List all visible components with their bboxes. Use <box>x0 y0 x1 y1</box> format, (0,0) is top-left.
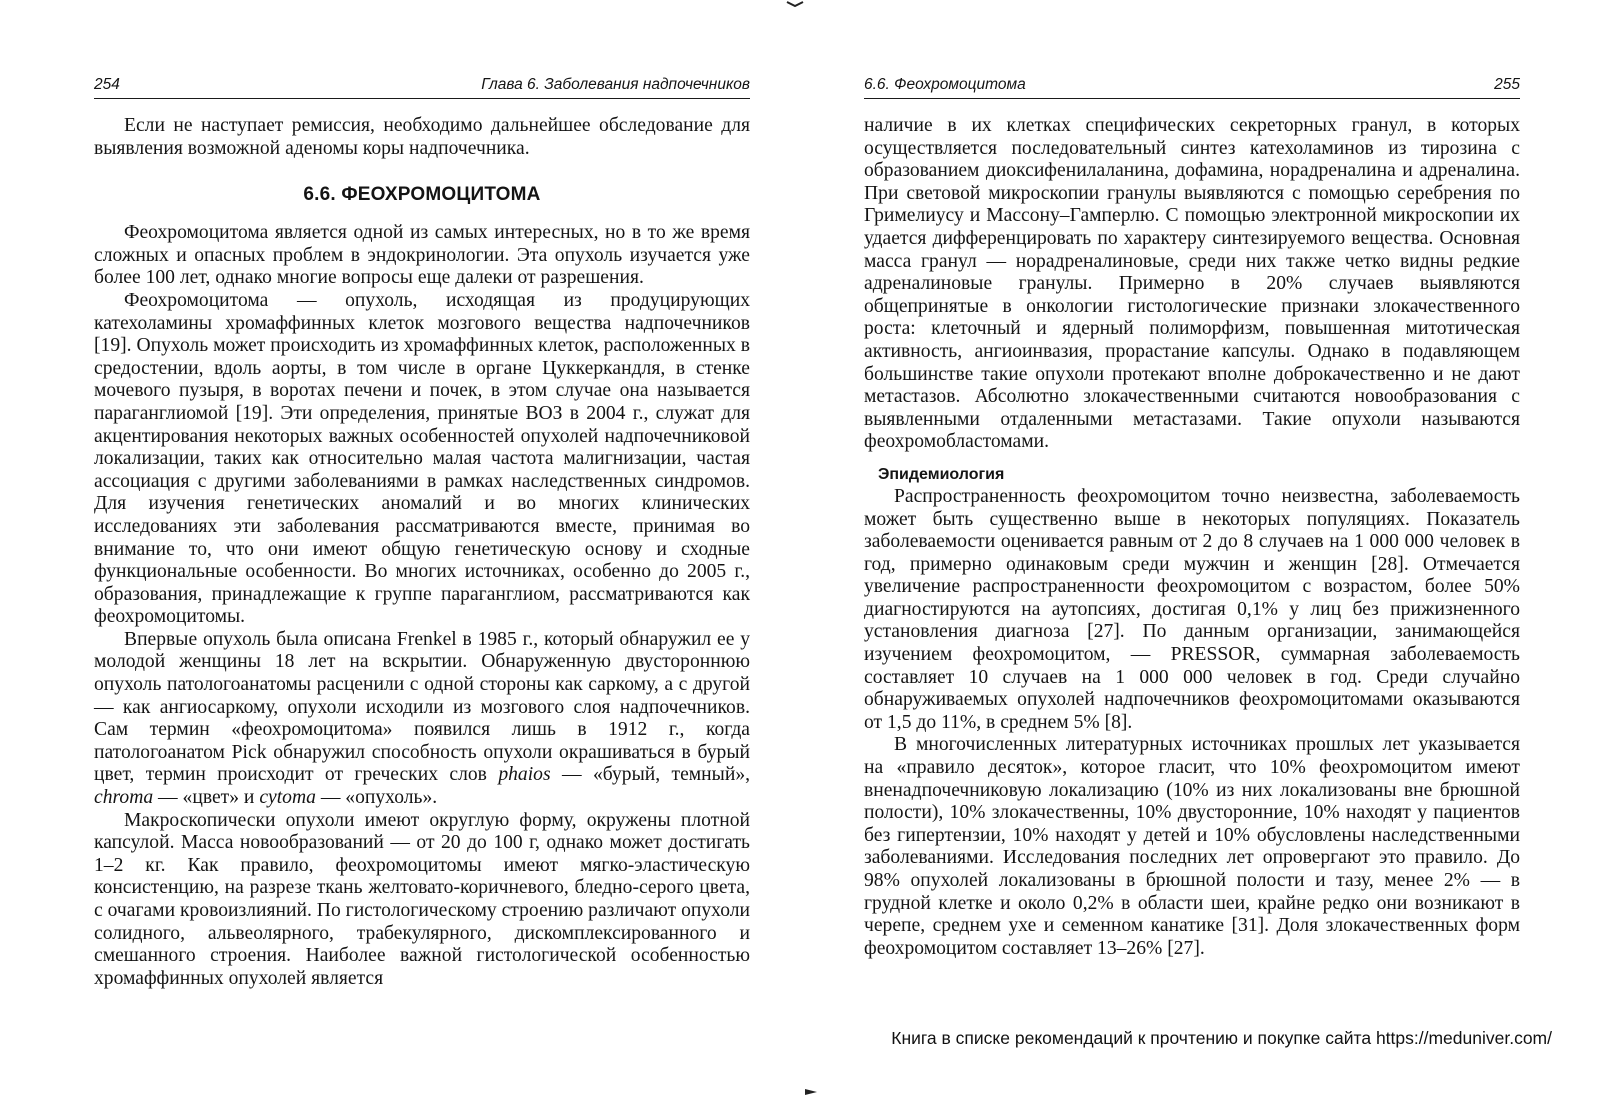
right-page-number: 255 <box>1494 76 1520 93</box>
paragraph-remission: Если не наступает ремиссия, необходимо дальнейшее обследование для выявления возможной аденомы коры надпочечника. <box>94 115 750 159</box>
gloss-cytoma: — «опухоль». <box>320 787 438 809</box>
paragraph-rule-of-tens: В многочисленных литературных источниках прошлых лет указывается на «правило десяток», которое гласит, что 10% феохромоцитом имеют вненадпочечниковую локализацию (10% из них локализованы вне брюшной полости), 10% злокачественны, 10% двусторонние, 10% находят у пациентов без гипертензии, 10% находят у детей и 10% обусловлены наследственными заболеваниями. Исследования последних лет опровергают это правило. До 98% опухолей локализованы в брюшной полости и тазу, менее 2% — в грудной клетке и около 0,2% в области шеи, крайне редко они возникают в черепе, среднем ухе и семенном канатике [31]. Доля злокачественных форм феохромоцитом составляет 13–26% [27]. <box>864 734 1520 959</box>
right-page <box>864 72 1520 1082</box>
subheading-epidemiology: Эпидемиология <box>878 465 1005 483</box>
term-chroma: chroma <box>94 787 154 809</box>
paragraph-macroscopy: Макроскопически опухоли имеют округлую форму, окружены плотной капсулой. Масса новообразований — от 20 до 100 г, однако может достигать 1–2 кг. Как правило, феохромоцитомы имеют мягко-эластическую консистенцию, на разрезе ткань желтовато-коричневого, бледно-серого цвета, с очагами кровоизлияний. По гистологическому строению различают опухоли солидного, альвеолярного, трабекулярного, дискомплексированного и смешанного строения. Наиболее важной гистологической особенностью хромаффинных опухолей является <box>94 809 750 989</box>
gloss-chroma: — «цвет» и <box>158 787 255 809</box>
footer-note: Книга в списке рекомендаций к прочтению и покупке сайта https://meduniver.com/ <box>891 1028 1552 1048</box>
section-title: 6.6. ФЕОХРОМОЦИТОМА <box>303 184 541 206</box>
right-section-title: 6.6. Феохромоцитома <box>864 76 1026 93</box>
paragraph-epidemiology: Распространенность феохромоцитом точно неизвестна, заболеваемость может быть существенно выше в некоторых популяциях. Показатель заболеваемости оценивается равным от 2 до 8 случаев на 1 000 000 человек в год, примерно одинаковым среди мужчин и женщин [28]. Отмечается увеличение распространенности феохромоцитом с возрастом, более 50% диагностируются на аутопсиях, достигая 0,1% у лиц без прижизненного установления диагноза [27]. По данным организации, занимающейся изучением феохромоцитом, — PRESSOR, суммарная заболеваемость составляет 10 случаев на 1 000 000 человек в год. Среди случайно обнаруживаемых опухолей надпочечников феохромоцитомами оказываются от 1,5 до 11%, в среднем 5% [8]. <box>864 485 1520 733</box>
left-chapter-title: Глава 6. Заболевания надпочечников <box>481 76 750 93</box>
left-page-body <box>94 115 750 990</box>
fold-mark-bottom <box>804 1088 818 1096</box>
right-page-body <box>864 115 1520 960</box>
history-text: Впервые опухоль была описана Frenkel в 1985 г., который обнаружил ее у молодой женщины 18 лет на вскрытии. Обнаруженную двустороннюю опухоль патологоанатомы расценили с одной стороны как саркому, а с другой — как ангиосаркому, опухоли исходили из мозгового слоя надпочечников. Сам термин «феохромоцитома» появился лишь в 1912 г., когда патологоанатом Pick обнаружил способность опухоли окрашиваться в бурый цвет, термин происходит от греческих слов <box>94 628 750 786</box>
paragraph-granules: наличие в их клетках специфических секреторных гранул, в которых осуществляется последовательный синтез катехоламинов из тирозина с образованием диоксифенилаланина, дофамина, норадреналина и адреналина. При световой микроскопии гранулы выявляются с помощью серебрения по Гримелиусу и Массону–Гамперлю. С помощью электронной микроскопии их удается дифференцировать по характеру синтезируемого вещества. Основная масса гранул — норадреналиновые, среди них также четко видны редкие адреналиновые гранулы. Примерно в 20% случаев выявляются общепринятые в онкологии гистологические признаки злокачественного роста: клеточный и ядерный полиморфизм, повышенная митотическая активность, ангиоинвазия, прорастание капсулы. Однако в подавляющем большинстве такие опухоли протекают вполне доброкачественно и не дают метастазов. Абсолютно злокачественными считаются новообразования с выявленными отдаленными метастазами. Такие опухоли называются феохромобластомами. <box>864 115 1520 453</box>
gloss-phaios: — «бурый, темный», <box>561 764 751 786</box>
left-page-number: 254 <box>94 76 120 93</box>
fold-mark-top <box>786 0 804 8</box>
paragraph-intro: Феохромоцитома является одной из самых интересных, но в то же время сложных и опасных проблем в эндокринологии. Эта опухоль изучается уже более 100 лет, однако многие вопросы еще далеки от разрешения. <box>94 222 750 289</box>
right-running-head <box>864 72 1520 99</box>
term-cytoma: cytoma <box>259 787 316 809</box>
paragraph-history <box>94 629 750 810</box>
left-running-head <box>94 72 750 99</box>
left-page <box>94 72 750 1082</box>
paragraph-definition: Феохромоцитома — опухоль, исходящая из продуцирующих катехоламины хромаффинных клеток мозгового вещества надпочечников [19]. Опухоль может происходить из хромаффинных клеток, расположенных в средостении, вдоль аорты, в том числе в органе Цуккеркандля, в стенке мочевого пузыря, в воротах печени и почек, в этом случае она называется параганглиомой [19]. Эти определения, принятые ВОЗ в 2004 г., служат для акцентирования некоторых важных особенностей опухолей надпочечниковой локализации, таких как относительно малая частота малигнизации, частая ассоциация с другими заболеваниями в рамках наследственных синдромов. Для изучения генетических аномалий и во многих клинических исследованиях эти заболевания рассматриваются вместе, принимая во внимание то, что они имеют общую генетическую основу и сходные функциональные особенности. Во многих источниках, особенно до 2005 г., образования, принадлежащие к группе параганглиом, рассматриваются как феохромоцитомы. <box>94 289 750 628</box>
term-phaios: phaios <box>498 764 551 786</box>
